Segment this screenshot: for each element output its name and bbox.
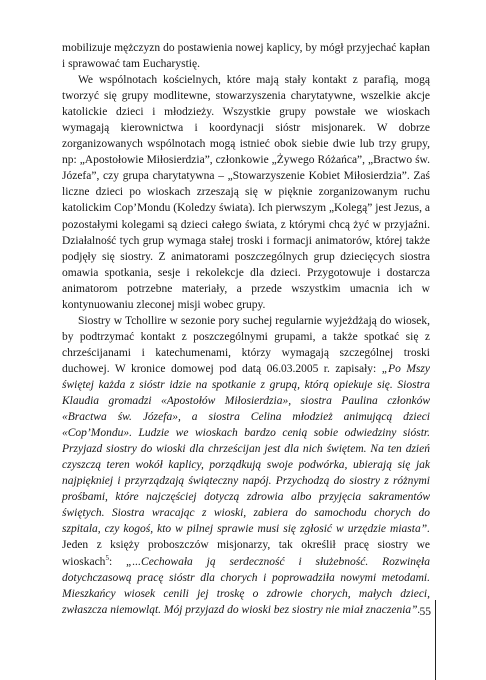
quotation-italic: „Po Mszy świętej każda z sióstr idzie na spotkanie z grupą, którą opiekuje się. Siostra Klaudia gromadzi «Apostołów Miłosierdzia», siostra Paulina członków «Bractwa św. Józefa», a siostra Celina młodzież animującą dzieci «Cop’Mondu». Ludzie we wioskach bardzo cenią sobie odwiedziny sióstr. Przyjazd siostry do wioski dla chrześcijan jest dla nich świętem. Na ten dzień czyszczą teren wokół kaplicy, porządkują swoje podwórka, ubierają się jak najpiękniej i przyrządzają świąteczny napój. Przychodzą do siostry z różnymi prośbami, które najczęściej dotyczą zdrowia albo przyjęcia sakramentów świętych. Siostra wracając z wioski, zabiera do samochodu chorych do szpitala, czy kogoś, kto w pilnej sprawie musi się zgłosić w urzędzie miasta”. — [62, 362, 431, 536]
text-run: Siostry w Tchollire w sezonie pory suchej regularnie wyjeżdżają do wiosek, by podtrzymać kontakt z poszczególnymi grupami, a także spotkać się z chrześcijanami i katechumenami, którzy wymagają szczególnej troski duchowej. W kronice domowej pod datą 06.03.2005 r. zapisały: — [62, 314, 430, 375]
paragraph-3 — [62, 313, 430, 618]
page-number: 55 — [419, 606, 431, 618]
footnote-reference: 5 — [105, 553, 109, 562]
text-run: Jeden z księży proboszczów misjonarzy, tak określił pracę siostry we wioskach — [62, 539, 430, 568]
text-run: mobilizuje mężczyzn do postawienia nowej kaplicy, by mógł przyjechać kapłan i sprawować tam Eucharystię. — [62, 42, 430, 71]
quotation-italic: „...Cechowała ją serdeczność i służebność. Rozwinęła dotychczasową pracę sióstr dla chorych i poprowadziła nowymi metodami. Mieszkańcy wiosek cenili jej troskę o zdrowie chorych, małych dzieci, zwłaszcza niemowląt. Mój przyjazd do wioski bez siostry nie miał znaczenia”. — [62, 555, 430, 616]
text-run: : — [108, 555, 126, 568]
page-body — [62, 40, 430, 618]
page-edge-rule — [435, 600, 436, 680]
paragraph-1 — [62, 40, 430, 72]
text-run: We wspólnotach kościelnych, które mają stały kontakt z parafią, mogą tworzyć się grupy modlitewne, stowarzyszenia charytatywne, wszelkie akcje katolickie dzieci i młodzieży. Wszystkie grupy powstałe we wioskach wymagają kierownictwa i koordynacji sióstr misjonarek. W dobrze zorganizowanych wspólnotach mogą istnieć obok siebie dwie lub trzy grupy, np: „Apostołowie Miłosierdzia”, członkowie „Żywego Różańca”, „Bractwo św. Józefa”, czy grupa charytatywna – „Stowarzyszenie Kobiet Miłosierdzia”. Zaś liczne dzieci po wioskach zrzeszają się w pięknie zorganizowanym ruchu katolickim Cop’Mondu (Koledzy świata). Ich pierwszym „Kolegą” jest Jezus, a pozostałymi kolegami są dzieci całego świata, z którymi chcą żyć w przyjaźni. Działalność tych grup wymaga stałej troski i formacji animatorów, której także podjęły się siostry. Z animatorami poszczególnych grup dziecięcych siostra omawia spotkania, sesje i rekolekcje dla dzieci. Przygotowuje i dostarcza animatorom potrzebne materiały, a przede wszystkim umacnia ich w kontynuowaniu zleconej misji wobec grupy. — [62, 74, 430, 311]
paragraph-2 — [62, 72, 430, 313]
